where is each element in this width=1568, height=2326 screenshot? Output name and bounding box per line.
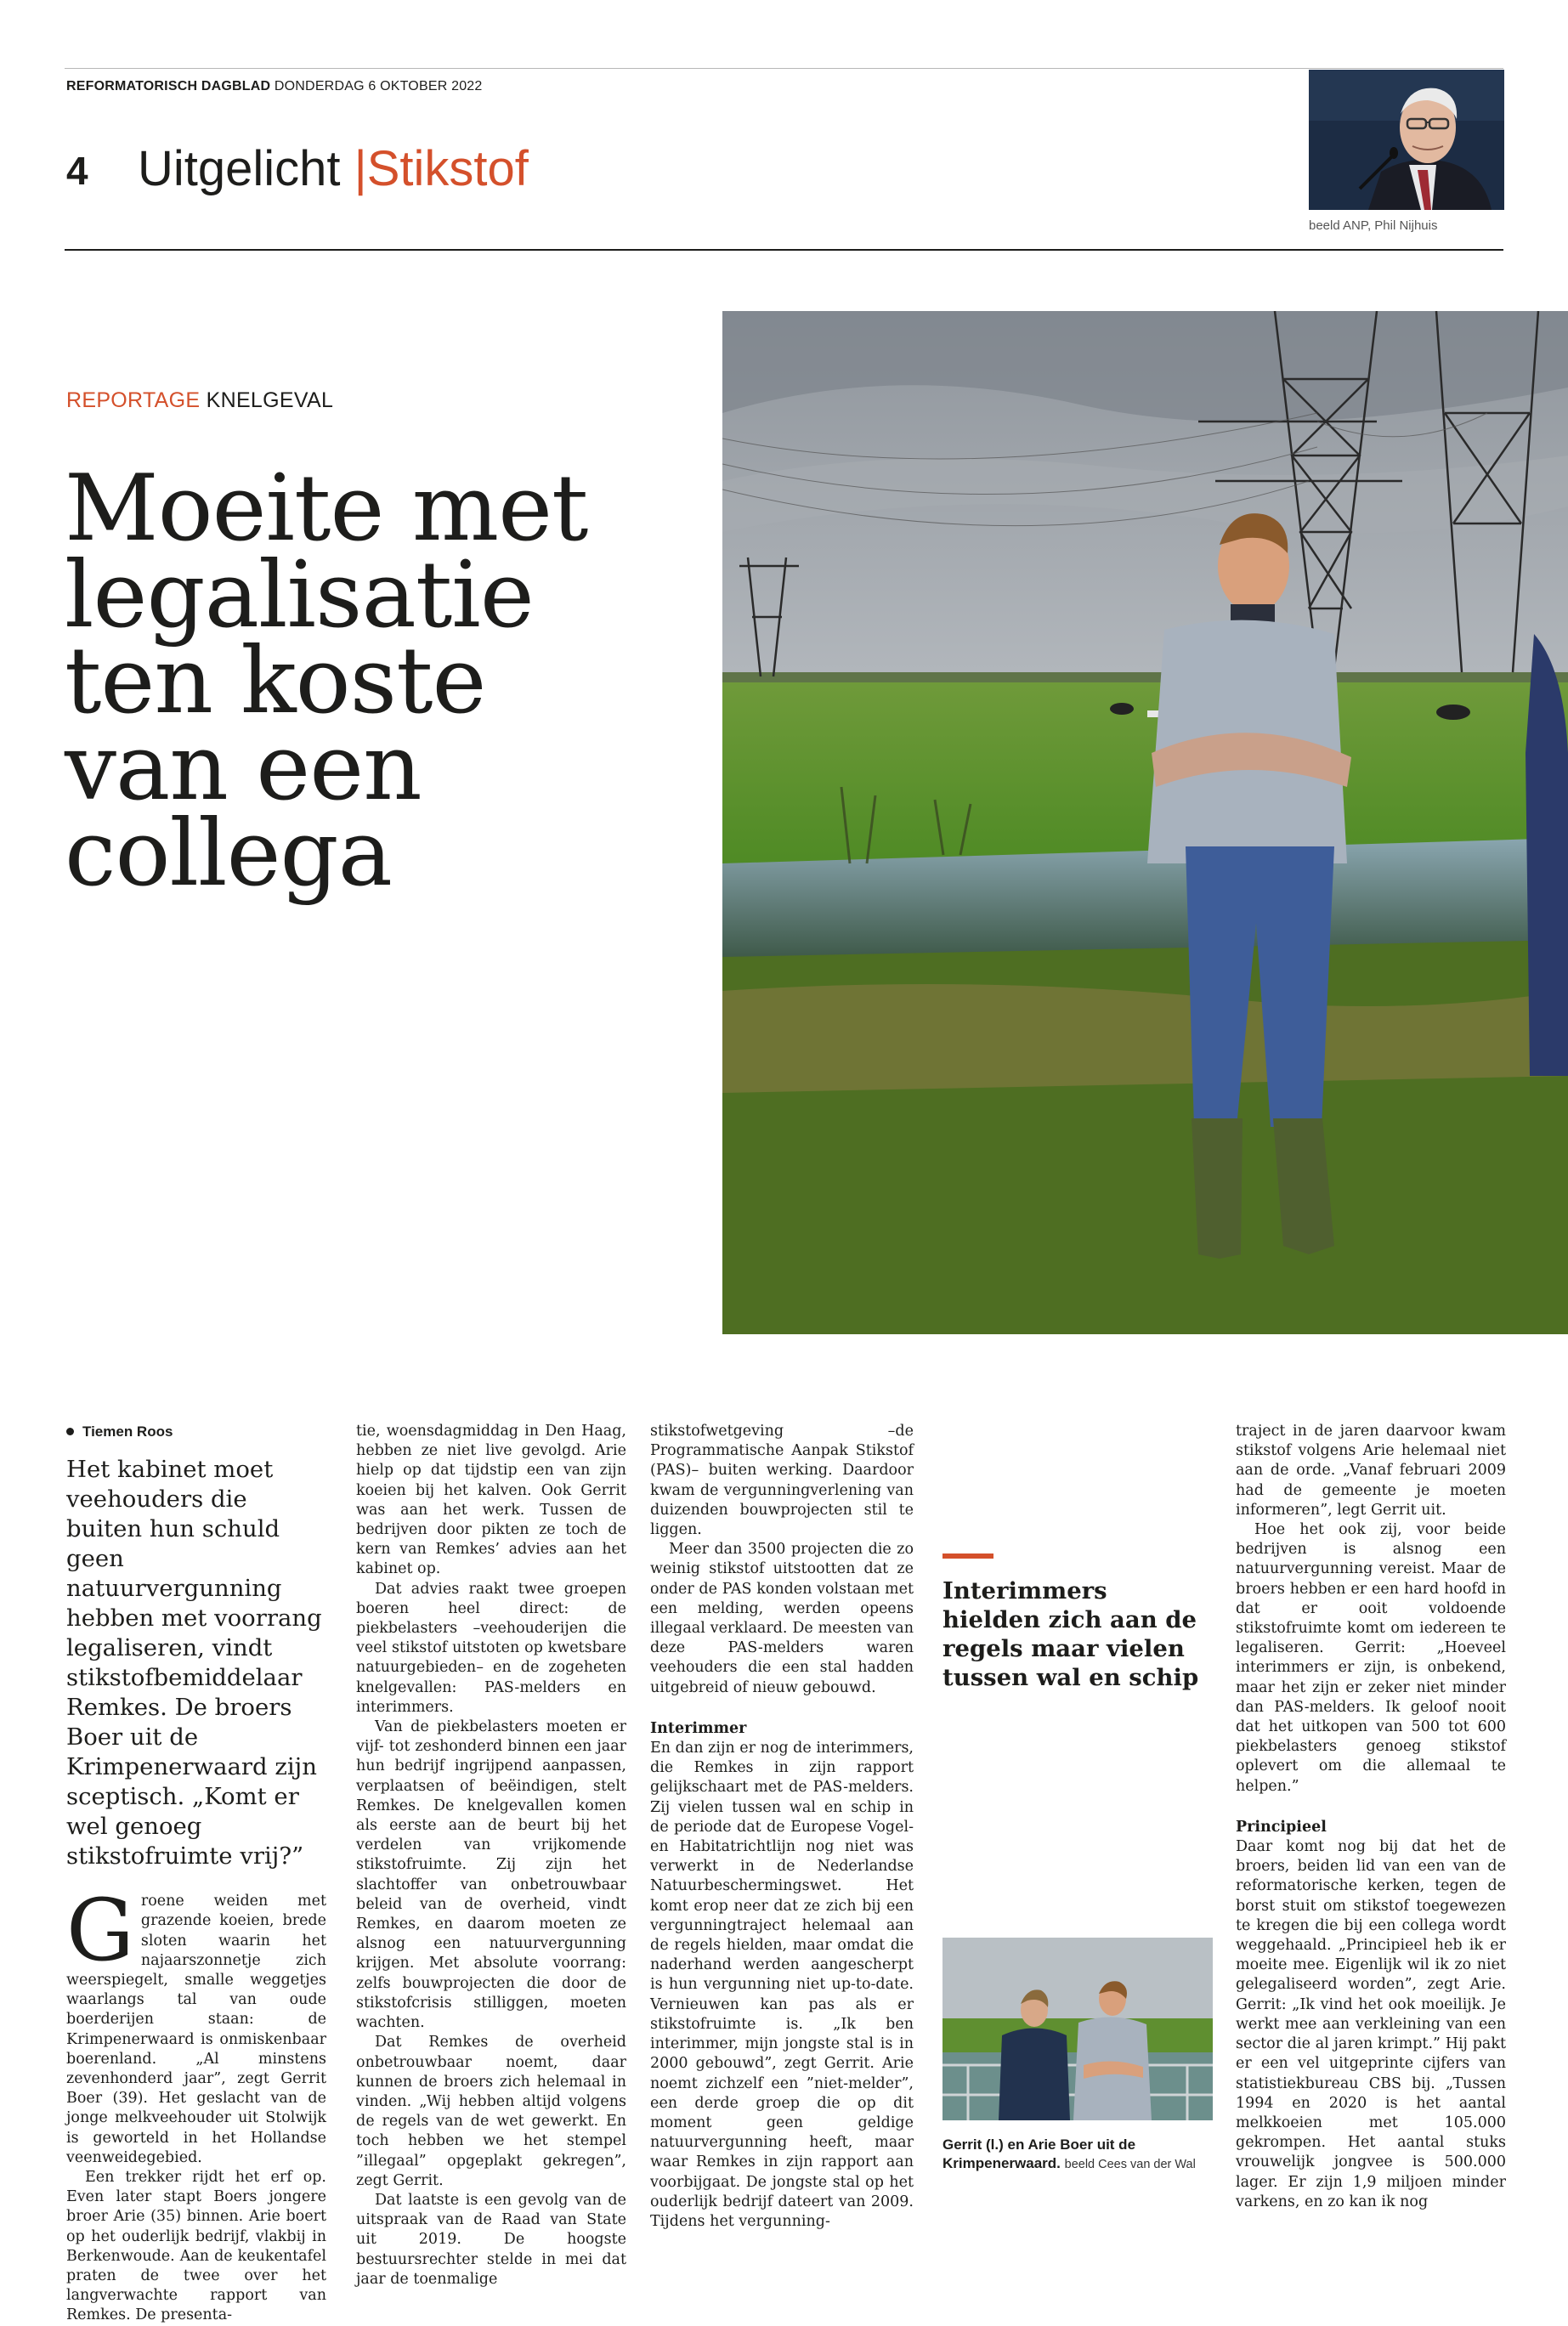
kicker-label: REPORTAGE	[66, 388, 201, 412]
article-paragraph: Een trekker rijdt het erf op. Even later stapt Boers jongere broer Arie (35) binnen. Arie boert op het ouderlijk bedrijf, vlakbij in Berkenwoude. Aan de keukentafel praten de twee over het langverwachte rapport van Remkes. De presenta-	[66, 2169, 326, 2324]
brothers-illustration	[942, 1938, 1213, 2120]
page-number: 4	[66, 149, 88, 193]
article-kicker	[66, 388, 333, 413]
pullquote: Interimmers hielden zich aan de regels maar vielen tussen wal en schip	[942, 1577, 1199, 1691]
article-paragraph: Van de piekbelasters moeten er vijf- tot zeshonderd binnen een jaar hun bedrijf ingrijpend aanpassen, verplaatsen of beëindigen, stelt Remkes. De knelgevallen komen als eerste aan de beurt bij het verdelen van vrijkomende stikstofruimte. Zij zijn het slachtoffer van onbetrouwbaar beleid van de overheid, vindt Remkes, en daarom moeten ze alsnog een natuurvergunning krijgen. Met absolute voorrang: zelfs bouwprojecten die door de stikstofcrisis stilliggen, moeten wachten.	[356, 1718, 626, 2032]
hero-photo	[722, 311, 1568, 1334]
article-paragraph: Dat advies raakt twee groepen boeren heel direct: de piekbelasters –veehouderijen die veel stikstof uitstoten op kwetsbare natuurgebieden– en de zogeheten knelgevallen: PAS-melders en interimmers.	[356, 1580, 626, 1716]
section-title: Uitgelicht	[138, 141, 341, 196]
spacer	[1236, 1797, 1506, 1816]
article-paragraph	[66, 1881, 326, 2168]
article-paragraph: Dat laatste is een gevolg van de uitspraak van de Raad van State uit 2019. De hoogste bestuursrechter stelde in mei dat jaar de toenmalige	[356, 2191, 626, 2288]
article-lead-text: roene weiden met grazende koeien, brede sloten waarin het najaarszonnetje zich weerspiegelt, smalle weggetjes waarlangs tal van oude boerderijen staan: de Krimpenerwaard is onmiskenbaar boerenland. „Al minstens zevenhonderd jaar”, zegt Gerrit Boer (39). Het geslacht van de jonge melkveehouder uit Stolwijk is geworteld in het Hollandse veenweidegebied.	[66, 1893, 326, 2166]
kicker-topic: KNELGEVAL	[206, 388, 334, 412]
section-topic: Stikstof	[366, 141, 529, 196]
article-column-5	[1236, 1422, 1506, 2212]
masthead	[66, 79, 483, 94]
section-separator: |	[354, 141, 367, 196]
brothers-photo	[942, 1938, 1213, 2120]
article-paragraph: En dan zijn er nog de interimmers, die Remkes in zijn rapport gelijkschaart met de PAS-melders. Zij vielen tussen wal en schip in de periode dat de Europese Vogel- en Habitatrichtlijn nog niet was verwerkt in de Nederlandse Natuurbeschermingswet. Het komt erop neer dat ze zich bij een vergunningtraject helemaal aan de regels hielden, maar omdat die naderhand werden aangescherpt is hun vergunning niet up-to-date. Vernieuwen kan pas als er stikstofruimte is. „Ik ben interimmer, mijn jongste stal is in 2000 gebouwd”, zegt Gerrit. Arie noemt zichzelf een ”niet-melder”, een derde groep die op dit moment geen geldige natuurvergunning heeft, maar waar Remkes in zijn rapport aan voorbijgaat. De jongste stal op het ouderlijk bedrijf dateert van 2009. Tijdens het vergunning-	[650, 1740, 914, 2230]
article-paragraph: Meer dan 3500 projecten die zo weinig stikstof uitstootten dat ze onder de PAS konden volstaan met een melding, werden opeens illegaal verklaard. De meesten van deze PAS-melders waren veehouders die een stal hadden uitgebreid of nieuw gebouwd.	[650, 1541, 914, 1696]
article-column-3	[650, 1422, 914, 2232]
hero-illustration	[722, 311, 1568, 1334]
article-paragraph: Dat Remkes de overheid onbetrouwbaar noemt, daar kunnen de broers zich helemaal in vinden. „Wij hebben altijd volgens de regels van de wet gewerkt. En toch hebben we het stempel ”illegaal” opgeplakt gekregen”, zegt Gerrit.	[356, 2034, 626, 2189]
article-paragraph: Daar komt nog bij dat het de broers, beiden lid van een van de reformatorische kerken, tegen de borst stuit om stikstof toegewezen te kregen die bij een collega wordt weggehaald. „Principieel heb ik er moeite mee. Eigenlijk wil ik zo niet gelegaliseerd worden”, zegt Arie. Gerrit: „Ik vind het ook moeilijk. Je werkt mee aan verkleining van een sector die al jaren krimpt.” Hij pakt er een vel uitgeprinte cijfers van statistiekbureau CBS bij. „Tussen 1994 en 2020 is het aantal melkkoeien met 105.000 gekrompen. Het aantal stuks vrouwelijk jongvee is 500.000 lager. Er zijn 1,9 miljoen minder varkens, en zo kan ik nog	[1236, 1838, 1506, 2210]
article-paragraph: stikstofwetgeving –de Programmatische Aanpak Stikstof (PAS)– buiten werking. Daardoor kwam de vergunningverlening van duizenden bouwprojecten stil te liggen.	[650, 1423, 914, 1539]
header-rule	[65, 249, 1503, 251]
article-column-1	[66, 1422, 326, 2326]
portrait-illustration	[1309, 70, 1504, 210]
dropcap: G	[66, 1881, 134, 1981]
article-headline: Moeite met legalisatie ten koste van een collega	[65, 456, 588, 908]
article-intro: Het kabinet moet veehouders die buiten hun schuld geen natuurvergunning hebben met voorrang legaliseren, vindt stikstofbemiddelaar Remkes. De broers Boer uit de Krimpenerwaard zijn sceptisch. „Komt er wel genoeg stikstofruimte vrij?”	[66, 1456, 322, 1870]
article-paragraph: traject in de jaren daarvoor kwam stikstof volgens Arie helemaal niet aan de orde. „Vanaf februari 2009 had de gemeente je moeten informeren”, legt Gerrit uit.	[1236, 1423, 1506, 1519]
pullquote-accent-bar	[942, 1553, 993, 1559]
byline-bullet-icon	[66, 1428, 74, 1435]
byline-author: Tiemen Roos	[82, 1423, 173, 1440]
article-column-2	[356, 1422, 626, 2289]
portrait-credit: beeld ANP, Phil Nijhuis	[1309, 218, 1438, 233]
article-paragraph: Hoe het ook zij, voor beide bedrijven is alsnog een natuurvergunning vereist. Maar de broers hebben er een hard hoofd in dat er ooit voldoende stikstofruimte komt om iedereen te legaliseren. Gerrit: „Hoeveel interimmers er zijn, is onbekend, maar het zijn er zeker niet minder dan PAS-melders. Ik geloof nooit dat het uitkopen van 500 tot 600 piekbelasters genoeg stikstof oplevert om die allemaal te helpen.”	[1236, 1521, 1506, 1795]
article-paragraph: tie, woensdagmiddag in Den Haag, hebben ze niet live gevolgd. Arie hielp op dat tijdstip een van zijn koeien bij het kalven. Ook Gerrit was aan het werk. Tussen de bedrijven door pikten ze toch de kern van Remkes’ advies aan het kabinet op.	[356, 1423, 626, 1578]
remkes-portrait-photo	[1309, 70, 1504, 210]
subheading-principieel: Principieel	[1236, 1818, 1327, 1836]
byline	[66, 1422, 326, 1441]
spacer	[650, 1698, 914, 1718]
photo-caption	[942, 2136, 1214, 2174]
subheading-interimmer: Interimmer	[650, 1719, 747, 1737]
masthead-rule	[65, 68, 1503, 69]
section-header	[138, 141, 529, 196]
masthead-paper: REFORMATORISCH DAGBLAD	[66, 79, 271, 93]
caption-text: Gerrit (l.) en Arie Boer uit de Krimpenerwaard.	[942, 2136, 1136, 2171]
caption-credit: beeld Cees van der Wal	[1064, 2158, 1196, 2171]
masthead-date: DONDERDAG 6 OKTOBER 2022	[274, 79, 483, 93]
